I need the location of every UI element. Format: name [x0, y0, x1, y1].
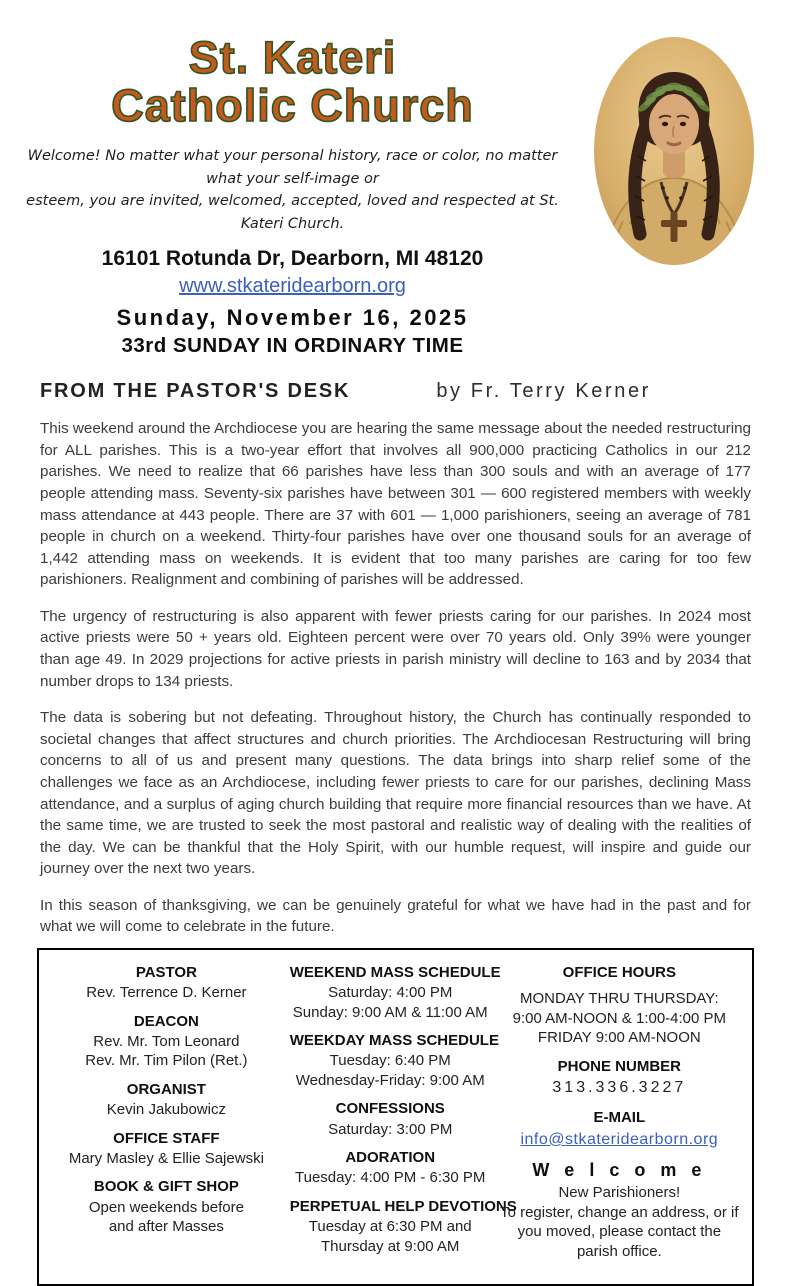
article-paragraph: The data is sobering but not defeating. Throughout history, the Church has continually responded to societal changes that affect structures and church priorities. The Archdiocesan Restructuring will bring concerns to all of us and present many questions. The data brings into sharp relief some of the challenges we face as an Archdiocese, including fewer priests to care for our parishes, declining Mass attendance, and a surplus of aging church building that require more financial resources than we have. At the same time, we are trusted to seek the most pastoral and realistic way of dealing with the realities of the day. We can be thankful that the Holy Spirit, with our humble request, will inspire and guide our journey over the next two years.: [40, 709, 751, 878]
section-line: parish office.: [576, 1242, 662, 1260]
bulletin-date: Sunday, November 16, 2025: [116, 305, 469, 331]
parish-info-box: [37, 948, 754, 1286]
header-left: [0, 34, 585, 358]
section-line: Saturday: 3:00 PM: [328, 1120, 453, 1138]
welcome-section: [491, 1158, 748, 1261]
section-line: Sunday: 9:00 AM & 11:00 AM: [292, 1003, 488, 1021]
article-heading: FROM THE PASTOR'S DESK: [40, 380, 351, 403]
weekday-mass-section: [289, 1031, 499, 1090]
section-line: MONDAY THRU THURSDAY:: [520, 990, 719, 1008]
welcome-note-line2: esteem, you are invited, welcomed, accepted, loved and respected at St. Kateri Church.: [26, 193, 559, 232]
section-line: Tuesday: 4:00 PM - 6:30 PM: [295, 1169, 486, 1187]
section-heading: OFFICE HOURS: [562, 963, 676, 981]
deacon-section: [43, 1012, 290, 1071]
section-heading: PERPETUAL HELP DEVOTIONS: [289, 1197, 517, 1215]
phone-section: [491, 1057, 748, 1099]
phone-number: 313.336.3227: [552, 1078, 687, 1096]
section-line: Saturday: 4:00 PM: [328, 984, 453, 1002]
website-link[interactable]: www.stkateridearborn.org: [179, 275, 406, 298]
office-column: [491, 963, 748, 1270]
article-paragraph: In this season of thanksgiving, we can be genuinely grateful for what we have had in the past and for what we will come to celebrate in the future.: [40, 896, 751, 936]
email-link[interactable]: info@stkateridearborn.org: [520, 1130, 719, 1148]
section-line: Thursday at 9:00 AM: [321, 1237, 460, 1255]
article-paragraph: This weekend around the Archdiocese you are hearing the same message about the needed restructuring for ALL parishes. This is a two-year effort that involves all 900,000 practicing Catholics in our 212 parishes. We need to realize that 66 parishes have less than 300 souls and with an average of 177 people attending mass. Seventy-six parishes have between 301 — 600 registered members with weekly mass attendance at 443 people. There are 37 with 601 — 1,000 parishioners, seeing an average of 781 people in church on a weekend. Thirty-four parishes have over one thousand souls for an average of 1,442 attending mass on weekends. It is evident that too many parishes are caring for too few parishioners. Realignment and combining of parishes will be addressed.: [40, 420, 751, 589]
section-line: Tuesday at 6:30 PM and: [308, 1218, 472, 1236]
email-section: [491, 1108, 748, 1149]
article-heading-row: [40, 380, 751, 403]
section-line: Open weekends before: [88, 1198, 244, 1216]
section-heading: E-MAIL: [593, 1108, 646, 1126]
section-heading: OFFICE STAFF: [113, 1129, 220, 1147]
office-hours-section: [491, 963, 748, 1048]
address: 16101 Rotunda Dr, Dearborn, MI 48120: [101, 247, 484, 271]
office-staff-section: [43, 1129, 290, 1169]
section-heading: BOOK & GIFT SHOP: [93, 1178, 239, 1196]
section-heading: ORGANIST: [126, 1080, 206, 1098]
welcome-note: [20, 145, 565, 235]
section-line: and after Masses: [108, 1218, 224, 1236]
schedule-column: [289, 963, 517, 1270]
section-line: Mary Masley & Ellie Sajewski: [68, 1149, 264, 1167]
adoration-section: [290, 1148, 491, 1188]
welcome-heading: W e l c o m e: [532, 1159, 707, 1180]
section-line: you moved, please contact the: [517, 1223, 722, 1240]
st-kateri-portrait-image: [593, 36, 755, 266]
pastor-desk-article: [0, 380, 791, 938]
confessions-section: [290, 1099, 491, 1139]
church-title: [0, 34, 585, 129]
section-heading: DEACON: [133, 1012, 199, 1030]
article-byline: by Fr. Terry Kerner: [436, 380, 651, 403]
pastor-section: [43, 963, 290, 1003]
section-line: To register, change an address, or if: [500, 1203, 739, 1221]
section-heading: PHONE NUMBER: [557, 1057, 681, 1075]
section-heading: CONFESSIONS: [335, 1100, 445, 1118]
section-heading: PASTOR: [135, 963, 197, 981]
church-title-line2: Catholic Church: [111, 79, 474, 131]
website-line: [0, 275, 585, 298]
gift-shop-section: [43, 1177, 290, 1236]
organist-section: [43, 1080, 290, 1120]
st-kateri-portrait: [593, 36, 755, 266]
weekend-mass-section: [289, 963, 501, 1022]
section-line: Kevin Jakubowicz: [106, 1101, 226, 1119]
church-title-line1: St. Kateri: [188, 32, 397, 83]
section-heading: WEEKEND MASS SCHEDULE: [289, 963, 501, 981]
article-paragraph: The urgency of restructuring is also apparent with fewer priests caring for our parishes. In 2024 most active priests were 50 + years old. Eighteen percent were over 70 years old. Only 39% were younger than age 49. In 2029 projections for active priests in parish ministry will decline to 163 and by 2034 that number drops to 134 priests.: [40, 607, 751, 690]
staff-column: [43, 963, 290, 1270]
liturgical-day: 33rd SUNDAY IN ORDINARY TIME: [121, 334, 464, 358]
section-line: Rev. Terrence D. Kerner: [86, 984, 247, 1002]
welcome-note-line1: Welcome! No matter what your personal history, race or color, no matter what your self-image or: [27, 148, 558, 187]
section-line: Wednesday-Friday: 9:00 AM: [295, 1071, 485, 1089]
header: [0, 0, 791, 358]
section-heading: ADORATION: [345, 1149, 436, 1167]
section-line: New Parishioners!: [558, 1184, 681, 1201]
section-line: Rev. Mr. Tom Leonard: [93, 1032, 240, 1050]
section-line: FRIDAY 9:00 AM-NOON: [537, 1029, 701, 1047]
section-line: Rev. Mr. Tim Pilon (Ret.): [85, 1052, 248, 1070]
section-heading: WEEKDAY MASS SCHEDULE: [289, 1032, 499, 1050]
section-line: Tuesday: 6:40 PM: [329, 1052, 451, 1070]
devotions-section: [289, 1197, 517, 1256]
section-line: 9:00 AM-NOON & 1:00-4:00 PM: [512, 1009, 727, 1027]
